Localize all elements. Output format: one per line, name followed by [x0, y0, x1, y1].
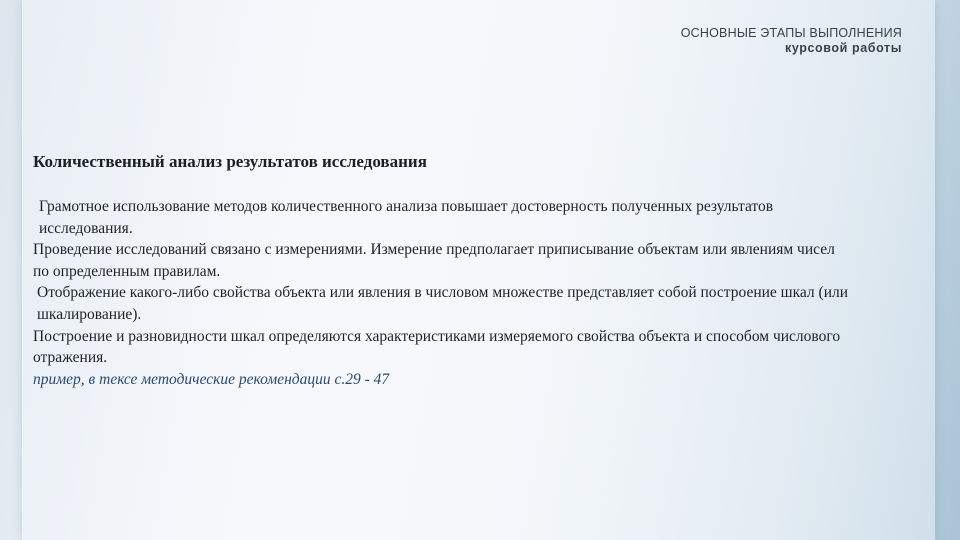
- paragraph-3: Отображение какого-либо свойства объекта или явления в числовом множестве представляет собой построение шкал (или шкалирование).: [37, 284, 849, 323]
- paragraph-4: Построение и разновидности шкал определяются характеристиками измеряемого свойства объекта и способом числового отражения.: [33, 327, 841, 367]
- slide-header: [681, 26, 902, 56]
- paragraph-1: Грамотное использование методов количественного анализа повышает достоверность полученных результатов исследования.: [39, 198, 774, 237]
- section-title: Количественный анализ результатов исследования: [33, 152, 427, 171]
- header-subtitle: курсовой работы: [784, 41, 902, 55]
- paragraph-2: Проведение исследований связано с измерениями. Измерение предполагает приписывание объектам или явлениям чисел по определенным правилам.: [33, 241, 835, 280]
- example-reference: пример, в тексе методические рекомендации с.29 - 47: [33, 370, 390, 388]
- body-text: [33, 196, 853, 390]
- header-title: ОСНОВНЫЕ ЭТАПЫ ВЫПОЛНЕНИЯ: [680, 26, 902, 40]
